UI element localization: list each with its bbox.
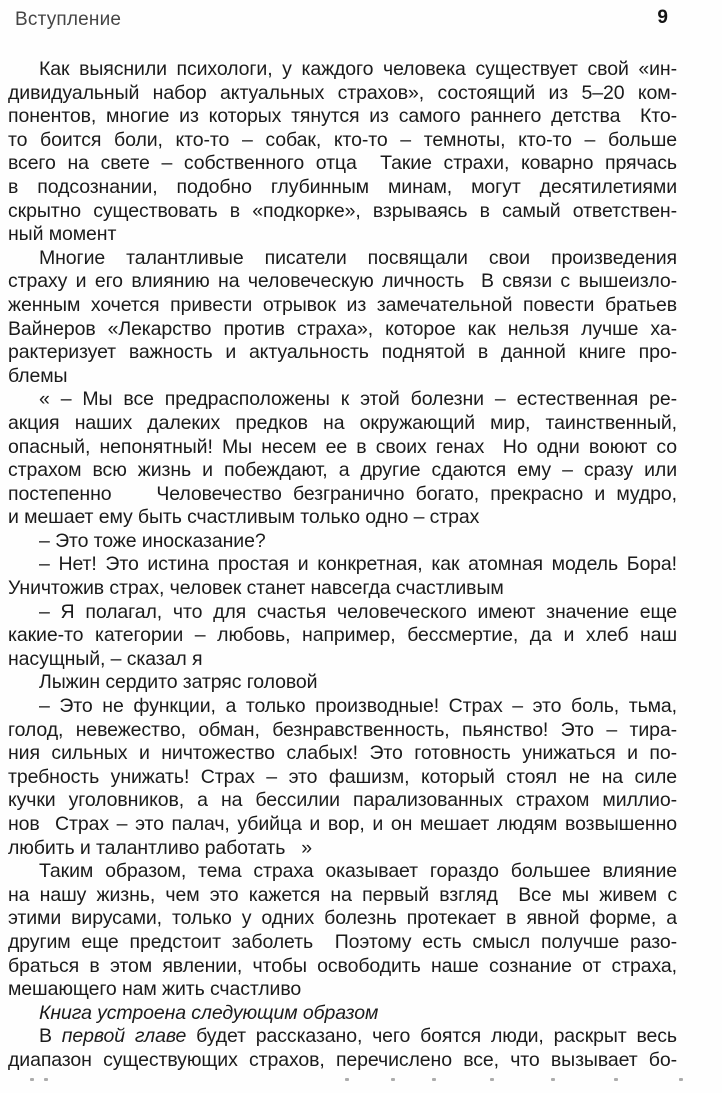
scan-speck — [432, 1078, 436, 1081]
text-segment: В — [39, 1025, 62, 1048]
scan-speck — [490, 1078, 494, 1081]
text-line: ный момент — [8, 223, 117, 246]
scan-speck — [679, 1078, 683, 1081]
text-line: страхом всю жизнь и побеждают, а другие сдаются ему – сразу или — [8, 459, 677, 482]
text-line: голод, невежество, обман, безнравственность, пьянство! Это – тира- — [8, 718, 677, 741]
text-line: рактеризует важность и актуальность поднятой в данной книге про- — [8, 341, 677, 364]
text-line: в подсознании, подобно глубинным минам, могут десятилетиями — [8, 175, 677, 198]
text-line: всего на свете – собственного отца Такие страхи, коварно прячась — [8, 152, 677, 175]
text-line: – Это не функции, а только производные! Страх – это боль, тьма, — [39, 695, 677, 718]
body-text-block — [8, 58, 677, 1073]
text-line: любить и талантливо работать » — [8, 836, 313, 859]
italic-phrase: первой главе — [61, 1025, 187, 1048]
text-line: акция наших далеких предков на окружающий мир, таинственный, — [8, 411, 677, 434]
text-line: – Нет! Это истина простая и конкретная, как атомная модель Бора! — [39, 553, 677, 576]
text-line: какие-то категории – любовь, например, бессмертие, да и хлеб наш — [8, 624, 677, 647]
scan-speck — [30, 1078, 34, 1081]
text-line: блемы — [8, 364, 68, 387]
scan-speck — [391, 1078, 395, 1081]
text-line: страху и его влиянию на человеческую личность В связи с вышеизло- — [8, 270, 677, 293]
paragraph — [8, 388, 677, 530]
text-segment: будет рассказано, чего боятся люди, раскрыт весь — [186, 1025, 677, 1048]
paragraph — [8, 247, 677, 389]
paragraph — [8, 1002, 677, 1026]
text-line: – Это тоже иносказание? — [39, 529, 266, 552]
paragraph — [8, 601, 677, 672]
scan-speck — [614, 1078, 618, 1081]
text-line: другим еще предстоит заболеть Поэтому есть смысл получше разо- — [8, 930, 677, 953]
paragraph — [8, 695, 677, 860]
text-line: кучки уголовников, а на бессилии парализованных страхом миллио- — [8, 789, 677, 812]
text-line: этими вирусами, только у одних болезнь протекает в явной форме, а — [8, 907, 677, 930]
text-line: насущный, – сказал я — [8, 647, 203, 670]
text-line: понентов, многие из которых тянутся из самого раннего детства Кто- — [8, 105, 677, 128]
text-line: дивидуальный набор актуальных страхов», состоящий из 5–20 ком- — [8, 81, 677, 104]
text-line: и мешает ему быть счастливым только одно – страх — [8, 506, 480, 529]
paragraph — [8, 530, 677, 554]
text-line: Книга устроена следующим образом — [39, 1001, 379, 1024]
text-line: нов Страх – это палач, убийца и вор, и он мешает людям возвышенно — [8, 813, 677, 835]
text-line: ния сильных и ничтожество слабых! Это готовность унижаться и по- — [8, 742, 677, 765]
paragraph — [8, 553, 677, 600]
text-line: скрытно существовать в «подкорке», взрываясь в самый ответствен- — [8, 199, 677, 222]
page-number: 9 — [657, 7, 668, 28]
text-line: Вайнеров «Лекарство против страха», которое как нельзя лучше ха- — [8, 317, 677, 340]
text-line: диапазон существующих страхов, перечислено все, что вызывает бо- — [8, 1048, 677, 1071]
text-line: Многие талантливые писатели посвящали свои произведения — [39, 246, 677, 269]
text-line: браться в этом явлении, чтобы освободить наше сознание от страха, — [8, 954, 677, 977]
text-line: требность унижать! Страх – это фашизм, который стоял не на силе — [8, 765, 677, 788]
paragraph — [8, 58, 677, 247]
text-line: Уничтожив страх, человек станет навсегда счастливым — [8, 577, 504, 600]
scan-speck — [551, 1078, 555, 1081]
text-line: Как выяснили психологи, у каждого человека существует свой «ин- — [39, 58, 677, 80]
text-line: на нашу жизнь, чем это кажется на первый взгляд Все мы живем с — [8, 883, 677, 906]
scan-speck — [44, 1078, 48, 1081]
paragraph — [8, 671, 677, 695]
paragraph — [8, 1025, 677, 1072]
text-line: Лыжин сердито затряс головой — [39, 671, 318, 694]
text-line — [8, 1025, 677, 1049]
text-line: мешающего нам жить счастливо — [8, 978, 302, 1001]
chapter-header-title: Вступление — [15, 9, 122, 30]
text-line: « – Мы все предрасположены к этой болезни – естественная ре- — [39, 388, 677, 411]
paragraph — [8, 860, 677, 1002]
scan-speck — [345, 1078, 349, 1081]
text-line: женным хочется привести отрывок из замечательной повести братьев — [8, 293, 677, 316]
text-line: Таким образом, тема страха оказывает гораздо большее влияние — [39, 860, 677, 883]
text-line: постепенно Человечество безгранично богато, прекрасно и мудро, — [8, 482, 677, 505]
text-line: опасный, непонятный! Мы несем ее в своих генах Но одни воюют со — [8, 435, 677, 458]
text-line: – Я полагал, что для счастья человеческого имеют значение еще — [39, 600, 677, 623]
text-line: то боится боли, кто-то – собак, кто-то – темноты, кто-то – больше — [8, 128, 677, 151]
